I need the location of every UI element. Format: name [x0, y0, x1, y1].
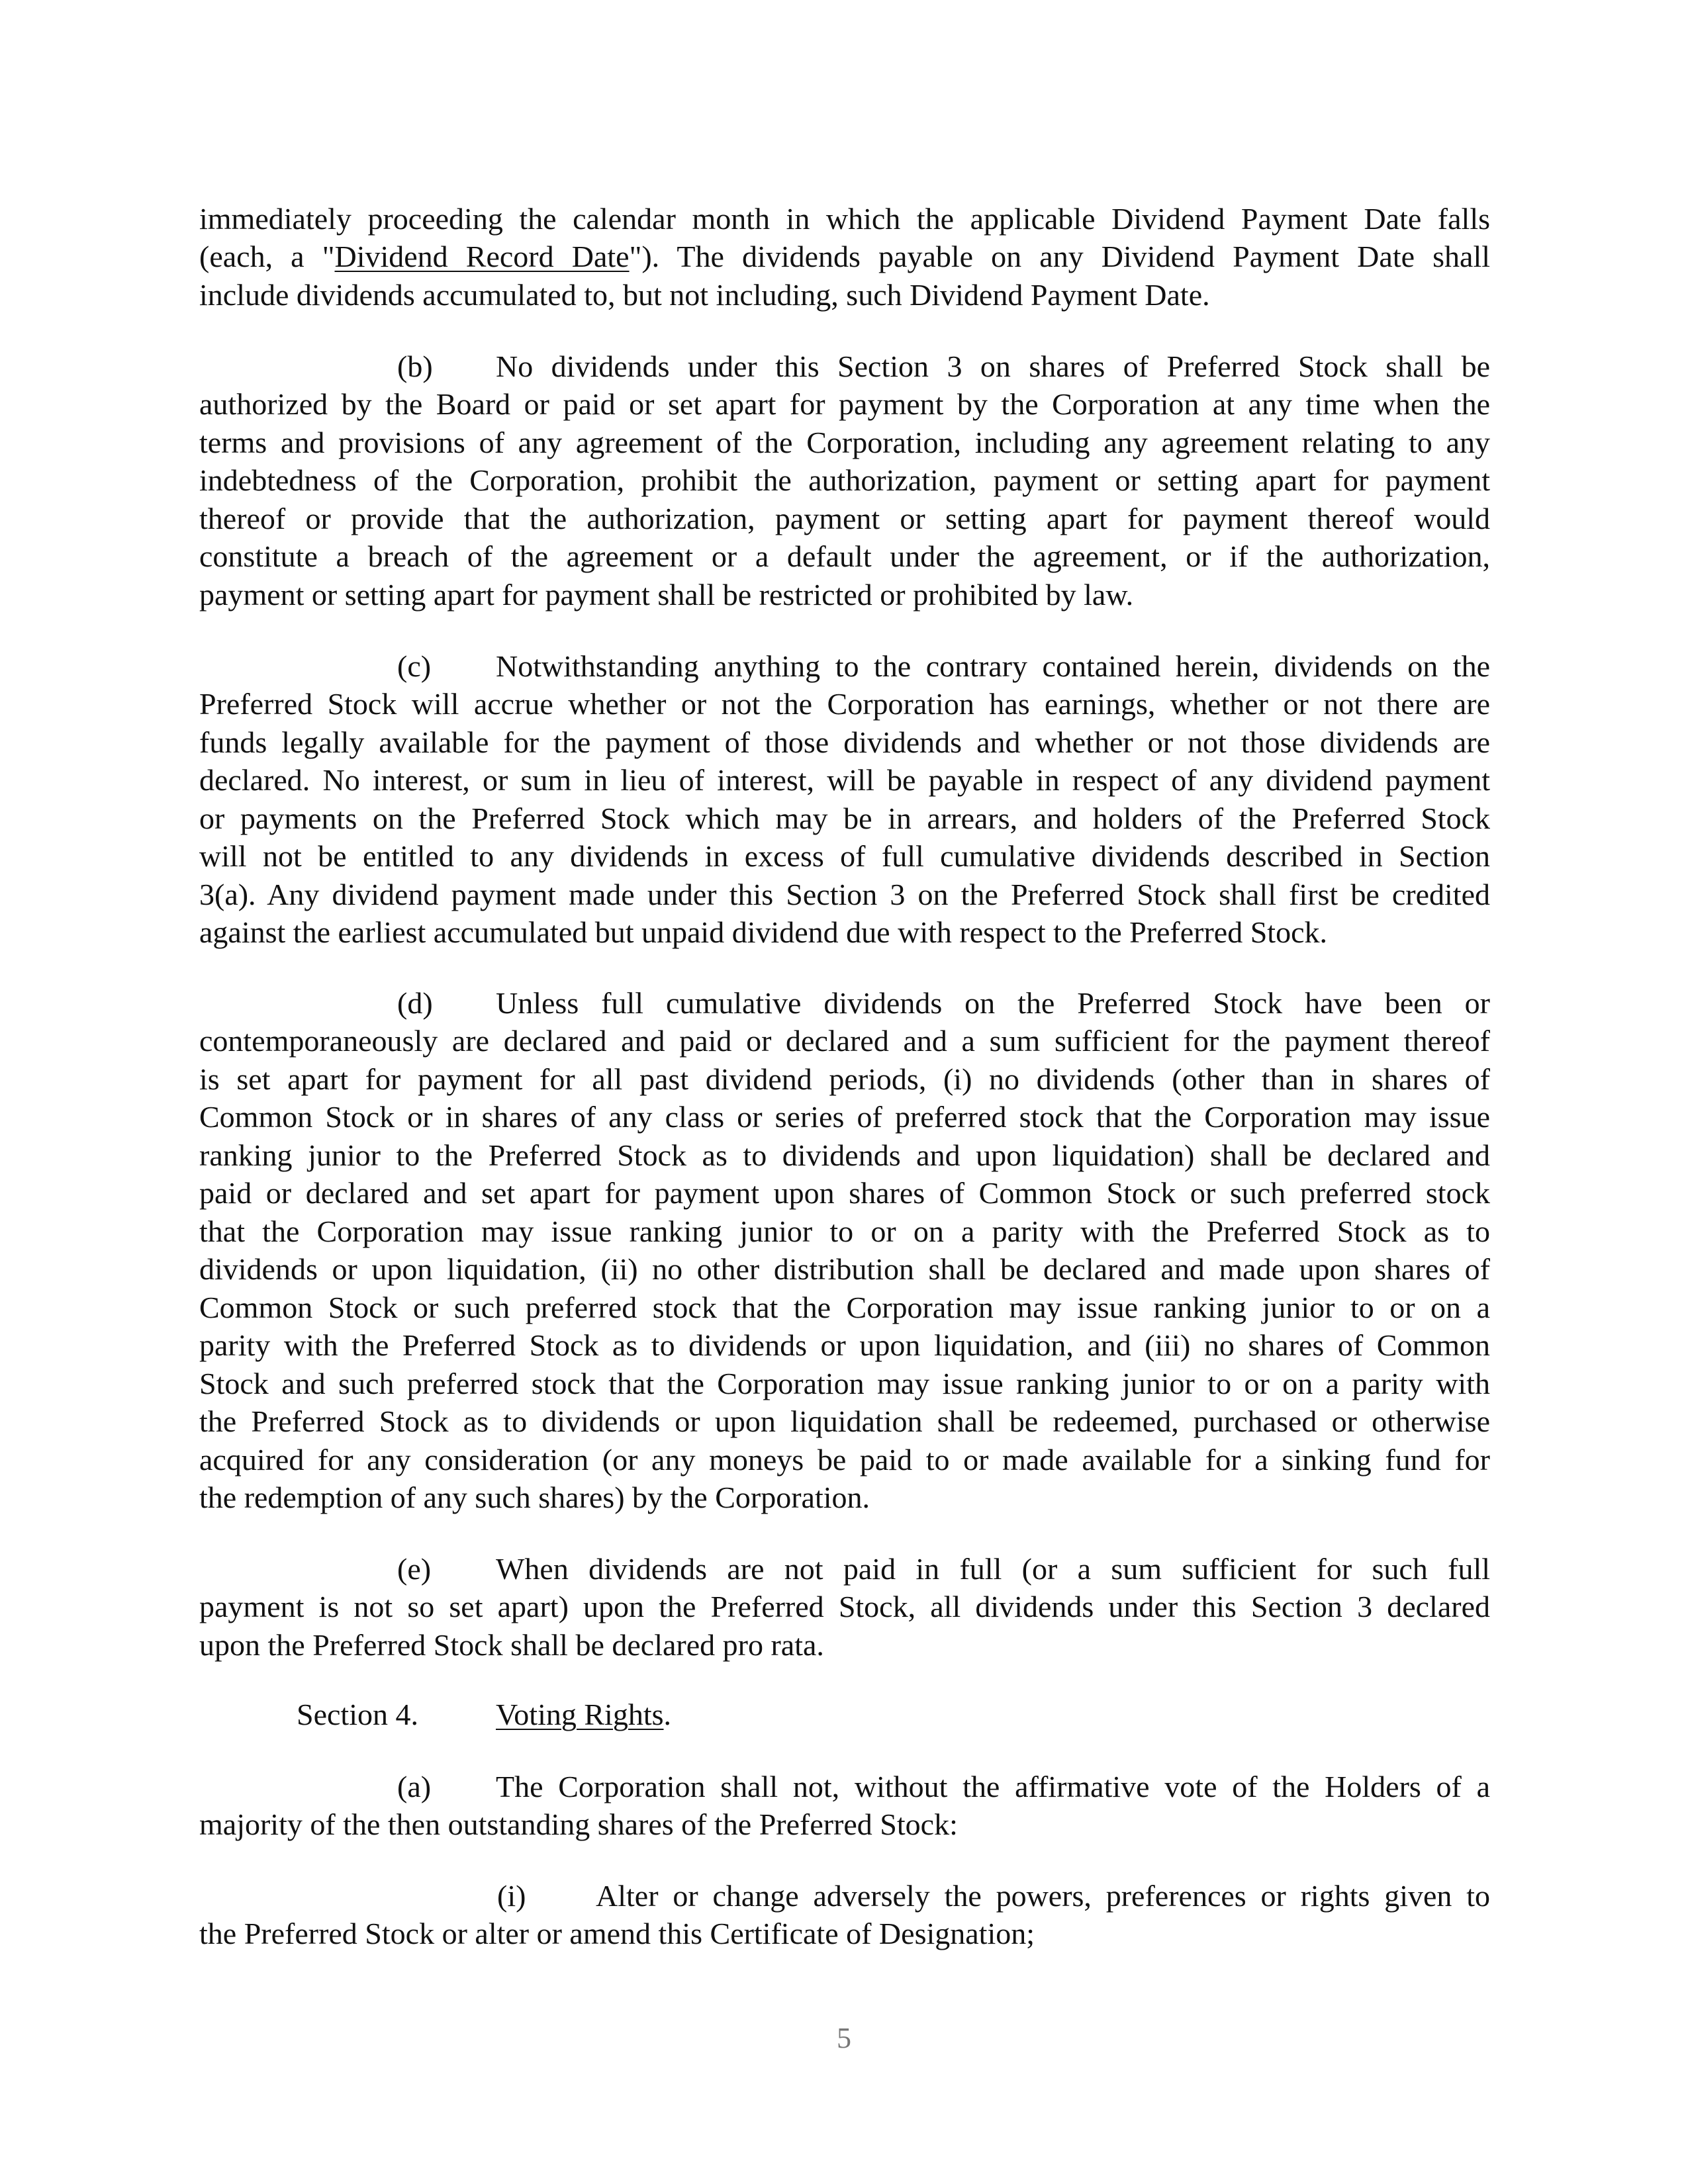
text-line: dividends or upon liquidation, (ii) no other distribution shall be declared and made upon shares of — [199, 1252, 1490, 1286]
text-line: Common Stock or in shares of any class or series of preferred stock that the Corporation may issue — [199, 1100, 1490, 1134]
text-line: payment is not so set apart) upon the Preferred Stock, all dividends under this Section 3 declared — [199, 1590, 1490, 1623]
text-line: Stock and such preferred stock that the Corporation may issue ranking junior to or on a parity with — [199, 1366, 1490, 1400]
text-line: the Preferred Stock or alter or amend this Certificate of Designation; — [199, 1917, 1035, 1950]
text-line: contemporaneously are declared and paid or declared and a sum sufficient for the payment thereof — [199, 1024, 1490, 1058]
text-line: funds legally available for the payment of those dividends and whether or not those dividends are — [199, 725, 1490, 759]
text-line: Notwithstanding anything to the contrary contained herein, dividends on the — [496, 649, 1490, 683]
text-line: No dividends under this Section 3 on shares of Preferred Stock shall be — [496, 349, 1490, 383]
text-line: authorized by the Board or paid or set apart for payment by the Corporation at any time when the — [199, 387, 1490, 421]
text-line: the Preferred Stock as to dividends or upon liquidation shall be redeemed, purchased or otherwise — [199, 1404, 1490, 1438]
text-line: the redemption of any such shares) by the Corporation. — [199, 1480, 870, 1514]
text-line: Unless full cumulative dividends on the Preferred Stock have been or — [496, 985, 1490, 1020]
text-line: ranking junior to the Preferred Stock as to dividends and upon liquidation) shall be declared and — [199, 1138, 1490, 1172]
text-line: upon the Preferred Stock shall be declared pro rata. — [199, 1627, 824, 1662]
paragraph-label: (i) — [497, 1878, 526, 1913]
text-line: declared. No interest, or sum in lieu of interest, will be payable in respect of any dividend payment — [199, 763, 1490, 797]
text-line: is set apart for payment for all past dividend periods, (i) no dividends (other than in shares of — [199, 1062, 1490, 1096]
text-segment: . — [663, 1697, 671, 1731]
paragraph-label: (d) — [397, 985, 433, 1020]
defined-term: Voting Rights — [496, 1697, 664, 1731]
text-line: acquired for any consideration (or any moneys be paid to or made available for a sinking fund for — [199, 1442, 1490, 1477]
text-line: immediately proceeding the calendar month in which the applicable Dividend Payment Date falls — [199, 201, 1490, 236]
text-line: When dividends are not paid in full (or a sum sufficient for such full — [496, 1551, 1490, 1586]
text-line: that the Corporation may issue ranking junior to or on a parity with the Preferred Stock as to — [199, 1214, 1490, 1248]
section-heading — [496, 1696, 671, 1733]
text-line: thereof or provide that the authorization, payment or setting apart for payment thereof would — [199, 501, 1490, 535]
section-heading-number: Section 4. — [297, 1697, 418, 1731]
text-line: 3(a). Any dividend payment made under this Section 3 on the Preferred Stock shall first be credited — [199, 877, 1490, 911]
paragraph-label: (c) — [397, 649, 432, 683]
paragraph-label: (e) — [397, 1551, 432, 1586]
paragraph-label: (b) — [397, 349, 433, 383]
text-line: constitute a breach of the agreement or a default under the agreement, or if the authorization, — [199, 539, 1490, 573]
text-line: against the earliest accumulated but unpaid dividend due with respect to the Preferred Stock. — [199, 915, 1327, 949]
text-line: Preferred Stock will accrue whether or not the Corporation has earnings, whether or not there are — [199, 687, 1490, 721]
text-segment: "). The dividends payable on any Dividend Payment Date shall — [629, 240, 1490, 273]
text-line: parity with the Preferred Stock as to dividends or upon liquidation, and (iii) no shares of Common — [199, 1328, 1490, 1362]
text-line: include dividends accumulated to, but not including, such Dividend Payment Date. — [199, 277, 1210, 312]
text-line: Alter or change adversely the powers, preferences or rights given to — [596, 1878, 1490, 1913]
paragraph-label: (a) — [397, 1769, 432, 1803]
text-line: will not be entitled to any dividends in excess of full cumulative dividends described in Section — [199, 839, 1490, 873]
text-line: indebtedness of the Corporation, prohibit the authorization, payment or setting apart for payment — [199, 463, 1490, 497]
defined-term: Dividend Record Date — [334, 240, 630, 273]
text-line: Common Stock or such preferred stock that the Corporation may issue ranking junior to or on a — [199, 1290, 1490, 1324]
text-line: paid or declared and set apart for payment upon shares of Common Stock or such preferred stock — [199, 1176, 1490, 1210]
text-segment: (each, a " — [199, 240, 335, 273]
text-line: payment or setting apart for payment shall be restricted or prohibited by law. — [199, 577, 1134, 612]
text-line: terms and provisions of any agreement of the Corporation, including any agreement relating to any — [199, 425, 1490, 459]
text-line — [199, 238, 1490, 275]
text-line: The Corporation shall not, without the affirmative vote of the Holders of a — [496, 1769, 1490, 1803]
text-line: majority of the then outstanding shares of the Preferred Stock: — [199, 1807, 958, 1841]
page-number: 5 — [837, 2022, 851, 2054]
text-line: or payments on the Preferred Stock which may be in arrears, and holders of the Preferred Stock — [199, 801, 1490, 835]
